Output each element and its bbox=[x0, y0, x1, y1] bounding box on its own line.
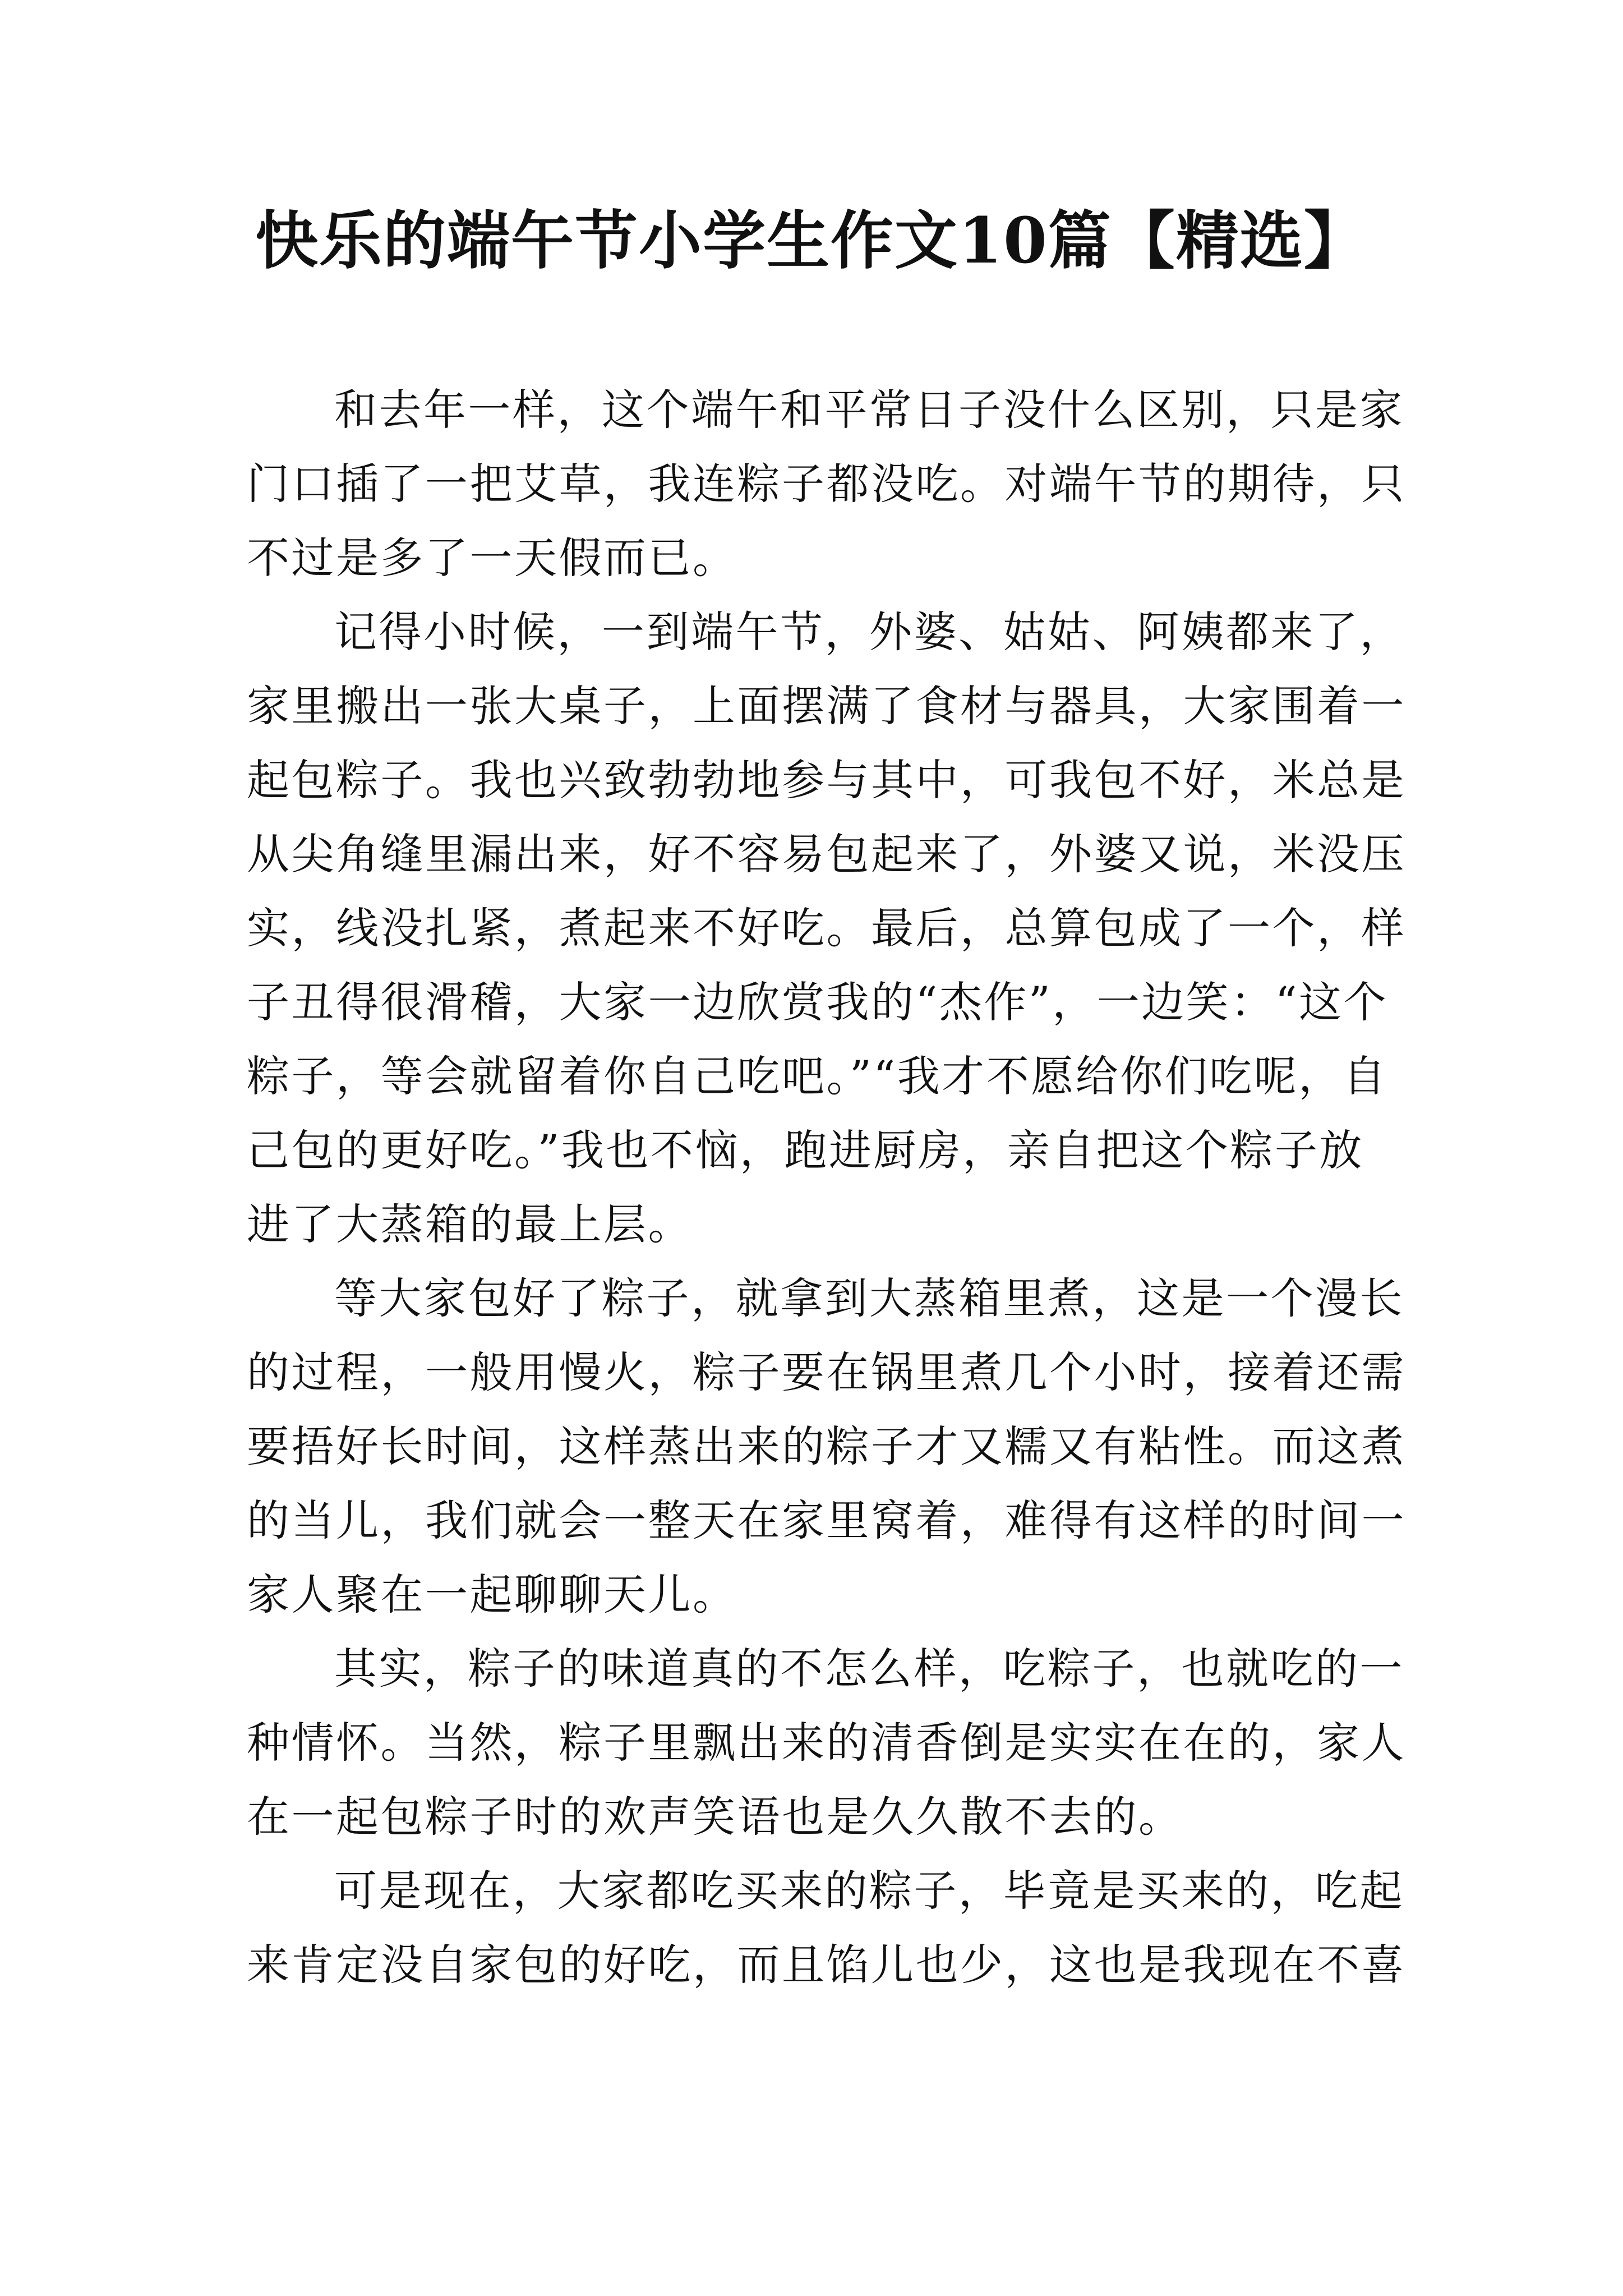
document-title: 快乐的端午节小学生作文10篇【精选】 bbox=[255, 204, 1368, 278]
essay-body bbox=[247, 373, 1406, 2002]
text-line: 种情怀。当然，粽子里飘出来的清香倒是实实在在的，家人 bbox=[247, 1718, 1406, 1768]
text-line: 在一起包粽子时的欢声笑语也是久久散不去的。 bbox=[247, 1792, 1183, 1842]
text-line: 要捂好长时间，这样蒸出来的粽子才又糯又有粘性。而这煮 bbox=[247, 1421, 1406, 1471]
text-line: 其实，粽子的味道真的不怎么样，吃粽子，也就吃的一 bbox=[334, 1644, 1404, 1694]
text-line: 起包粽子。我也兴致勃勃地参与其中，可我包不好，米总是 bbox=[247, 755, 1406, 805]
text-line: 等大家包好了粽子，就拿到大蒸箱里煮，这是一个漫长 bbox=[334, 1273, 1404, 1323]
text-line: 子丑得很滑稽，大家一边欣赏我的“杰作”，一边笑：“这个 bbox=[247, 977, 1389, 1027]
text-line: 和去年一样，这个端午和平常日子没什么区别，只是家 bbox=[334, 385, 1404, 435]
text-line: 的当儿，我们就会一整天在家里窝着，难得有这样的时间一 bbox=[247, 1496, 1406, 1545]
text-line: 粽子，等会就留着你自己吃吧。”“我才不愿给你们吃呢，自 bbox=[247, 1051, 1388, 1101]
text-line: 门口插了一把艾草，我连粽子都没吃。对端午节的期待，只 bbox=[247, 459, 1406, 509]
text-line: 从尖角缝里漏出来，好不容易包起来了，外婆又说，米没压 bbox=[247, 829, 1406, 879]
text-line: 的过程，一般用慢火，粽子要在锅里煮几个小时，接着还需 bbox=[247, 1347, 1406, 1397]
text-line: 家里搬出一张大桌子，上面摆满了食材与器具，大家围着一 bbox=[247, 681, 1406, 731]
text-line: 可是现在，大家都吃买来的粽子，毕竟是买来的，吃起 bbox=[334, 1866, 1404, 1916]
text-line: 不过是多了一天假而已。 bbox=[247, 533, 737, 583]
text-line: 来肯定没自家包的好吃，而且馅儿也少，这也是我现在不喜 bbox=[247, 1940, 1406, 1990]
text-line: 记得小时候，一到端午节，外婆、姑姑、阿姨都来了， bbox=[334, 607, 1404, 657]
text-line: 己包的更好吃。”我也不恼，跑进厨房，亲自把这个粽子放 bbox=[247, 1125, 1364, 1175]
text-line: 进了大蒸箱的最上层。 bbox=[247, 1199, 693, 1249]
text-line: 实，线没扎紧，煮起来不好吃。最后，总算包成了一个，样 bbox=[247, 903, 1406, 953]
text-line: 家人聚在一起聊聊天儿。 bbox=[247, 1570, 737, 1619]
